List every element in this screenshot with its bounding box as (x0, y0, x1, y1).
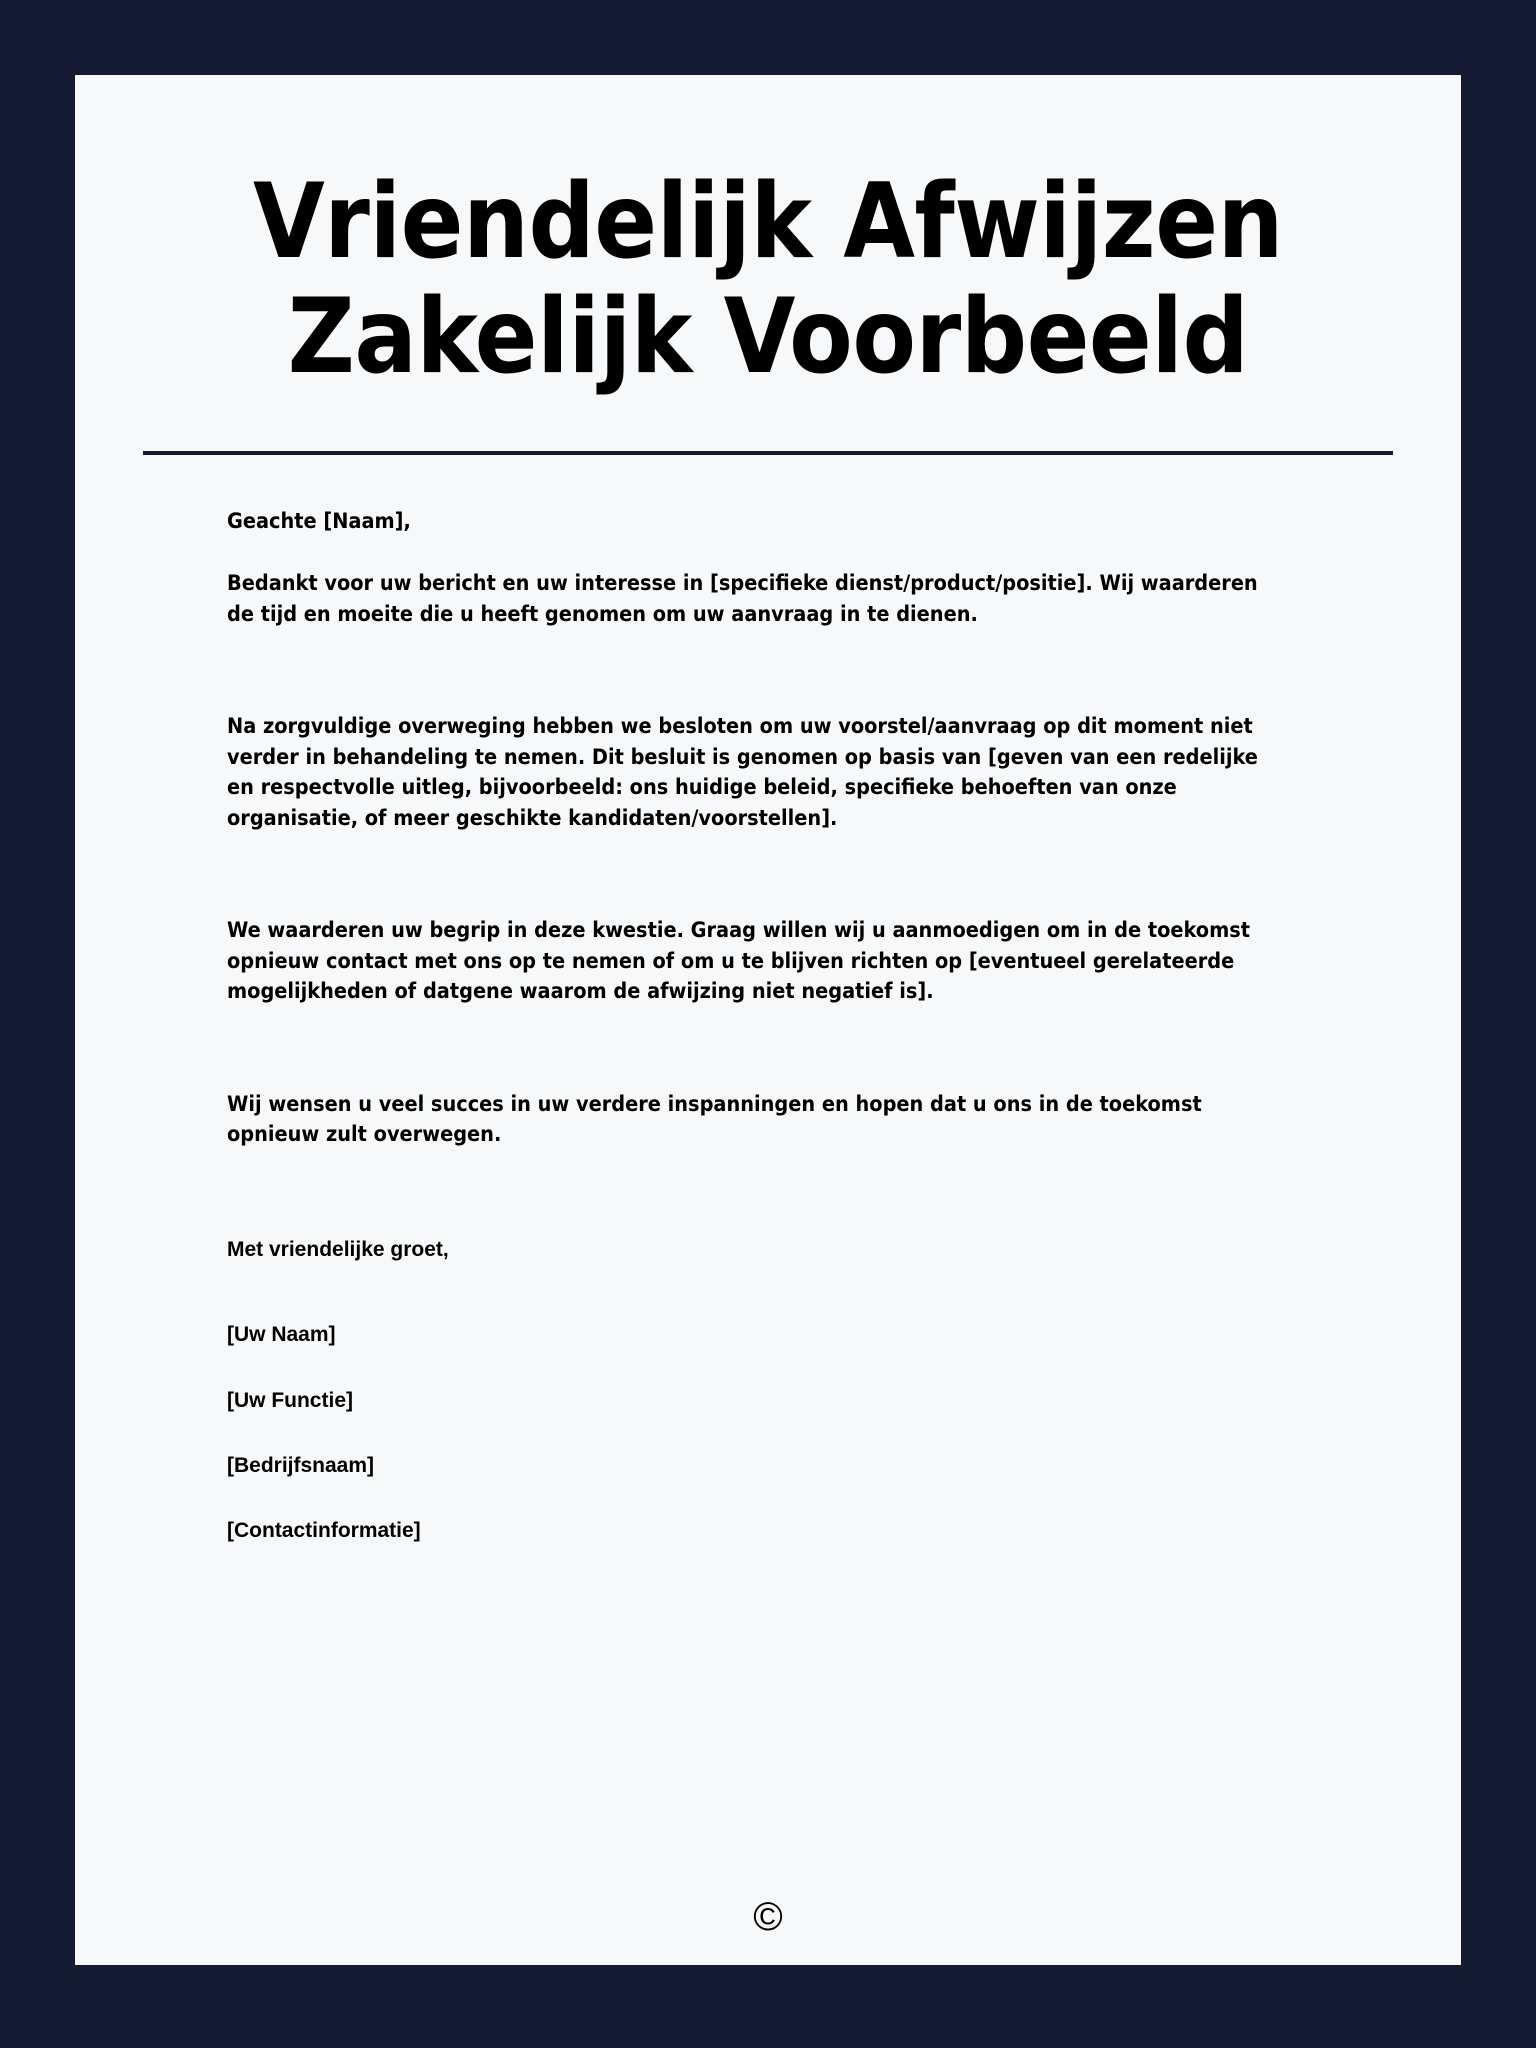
spacer (227, 1415, 1341, 1451)
signature-company: [Bedrijfsnaam] (227, 1454, 375, 1478)
spacer (227, 1350, 1341, 1386)
copyright-icon: © (753, 1895, 783, 1939)
title-zone (75, 75, 1461, 455)
signature-contact: [Contactinformatie] (227, 1519, 421, 1543)
paragraph-4: Wij wensen u veel succes in uw verdere inspanningen en hopen dat u ons in de toekomst opnieuw zult overwegen. (227, 1091, 1202, 1148)
closing-line: Met vriendelijke groet, (227, 1237, 449, 1261)
spacer (227, 834, 1341, 916)
spacer (227, 1264, 1341, 1320)
spacer (227, 630, 1341, 712)
paragraph-1: Bedankt voor uw bericht en uw interesse in [specifieke dienst/product/positie]. Wij waarderen de tijd en moeite die u heeft genomen om uw aanvraag in te dienen. (227, 571, 1258, 627)
spacer (227, 1480, 1341, 1516)
letter-body (75, 455, 1461, 1546)
signature-role: [Uw Functie] (227, 1388, 353, 1412)
page-title: Vriendelijk Afwijzen Zakelijk Voorbeeld (252, 162, 1284, 398)
salutation: Geachte [Naam], (227, 508, 411, 534)
spacer (227, 1008, 1341, 1090)
paragraph-2: Na zorgvuldige overweging hebben we besloten om uw voorstel/aanvraag op dit moment niet verder in behandeling te nemen. Dit besluit is genomen op basis van [geven van een redelijke en respectvolle uitleg, bijvoorbeeld: ons huidige beleid, specifieke behoeften van onze organisatie, of meer geschikte kandidaten/voorstellen]. (227, 714, 1258, 831)
paragraph-3: We waarderen uw begrip in deze kwestie. Graag willen wij u aanmoedigen om in de toekomst opnieuw contact met ons op te nemen of om u te blijven richten op [eventueel gerelateerde mogelijkheden of datgene waarom de afwijzing niet negatief is]. (227, 918, 1250, 1005)
spacer (227, 1151, 1341, 1235)
signature-name: [Uw Naam] (227, 1323, 336, 1347)
spacer (227, 537, 1341, 569)
document-page (75, 75, 1461, 1965)
